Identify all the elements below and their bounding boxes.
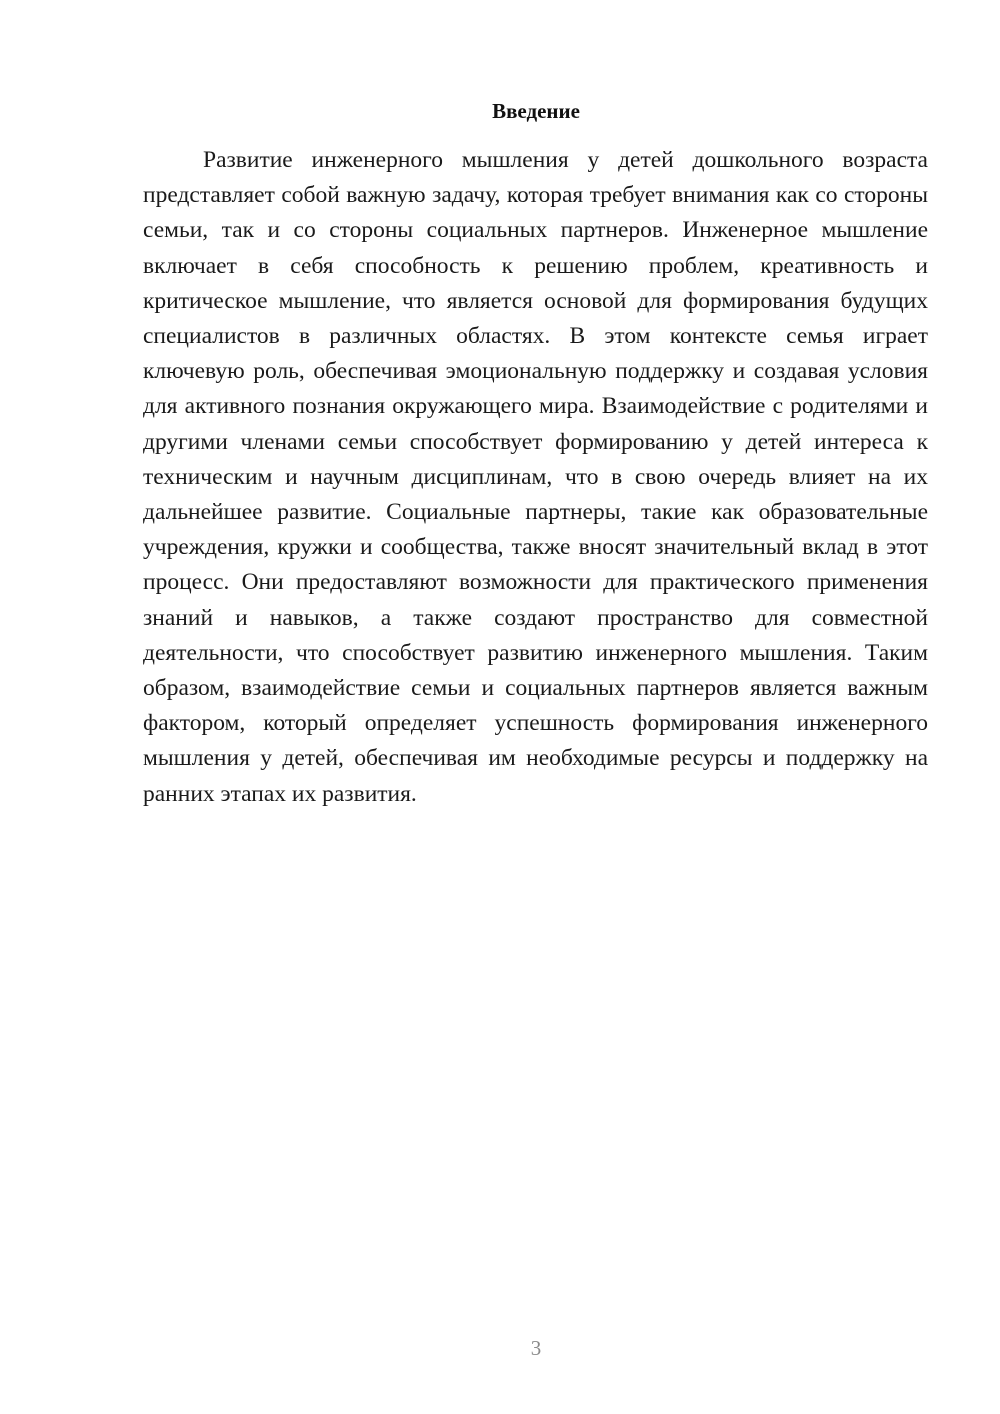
section-heading: Введение xyxy=(492,99,580,123)
page-number: 3 xyxy=(530,1336,542,1360)
body-paragraph: Развитие инженерного мышления у детей дошкольного возраста представляет собой важную задачу, которая требует внимания как со стороны семьи, так и со стороны социальных партнеров. Инженерное мышление включает в себя способность к решению проблем, креативность и критическое мышление, что является основой для формирования будущих специалистов в различных областях. В этом контексте семья играет ключевую роль, обеспечивая эмоциональную поддержку и создавая условия для активного познания окружающего мира. Взаимодействие с родителями и другими членами семьи способствует формированию у детей интереса к техническим и научным дисциплинам, что в свою очередь влияет на их дальнейшее развитие. Социальные партнеры, такие как образовательные учреждения, кружки и сообщества, также вносят значительный вклад в этот процесс. Они предоставляют возможности для практического применения знаний и навыков, а также создают пространство для совместной деятельности, что способствует развитию инженерного мышления. Таким образом, взаимодействие семьи и социальных партнеров является важным фактором, который определяет успешность формирования инженерного мышления у детей, обеспечивая им необходимые ресурсы и поддержку на ранних этапах их развития. xyxy=(143,147,928,807)
